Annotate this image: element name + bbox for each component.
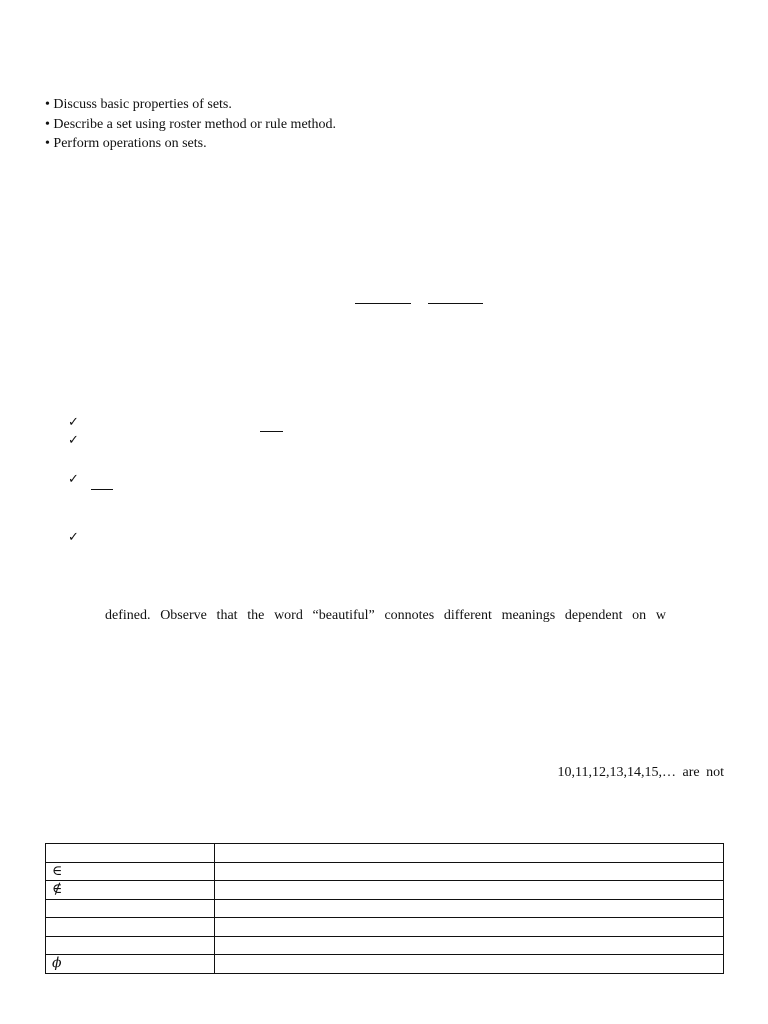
table-row xyxy=(46,918,724,937)
objective-item: • Discuss basic properties of sets. xyxy=(45,97,232,112)
symbol-cell xyxy=(46,918,215,937)
table-row xyxy=(46,899,724,918)
empty-set-symbol: ϕ xyxy=(52,955,62,972)
checkmark-icon: ✓ xyxy=(68,433,79,448)
fill-in-blank xyxy=(428,303,483,304)
fill-in-blank xyxy=(355,303,411,304)
table-row xyxy=(46,881,724,900)
symbol-cell xyxy=(46,899,215,918)
symbol-cell xyxy=(46,862,215,881)
table-row xyxy=(46,844,724,863)
meaning-cell xyxy=(215,936,724,955)
fill-in-blank xyxy=(91,489,113,490)
table-row xyxy=(46,936,724,955)
paragraph-line: 10,11,12,13,14,15,… are not xyxy=(557,765,724,780)
meaning-cell xyxy=(215,881,724,900)
not-element-of-symbol: ∉ xyxy=(52,881,63,898)
meaning-cell xyxy=(215,918,724,937)
set-symbols-table xyxy=(45,843,724,974)
fill-in-blank xyxy=(260,431,283,432)
element-of-symbol: ∈ xyxy=(52,862,63,879)
objective-item: • Describe a set using roster method or rule method. xyxy=(45,116,337,132)
checkmark-icon: ✓ xyxy=(68,530,79,545)
checkmark-icon: ✓ xyxy=(68,472,79,487)
learning-objectives-list xyxy=(45,95,336,154)
symbol-cell xyxy=(46,881,215,900)
symbol-cell xyxy=(46,955,215,974)
table-row xyxy=(46,955,724,974)
table-row xyxy=(46,862,724,881)
objective-item: • Perform operations on sets. xyxy=(45,136,207,151)
meaning-cell xyxy=(215,955,724,974)
checkmark-icon: ✓ xyxy=(68,415,79,430)
symbol-cell xyxy=(46,844,215,863)
meaning-cell xyxy=(215,844,724,863)
symbol-cell xyxy=(46,936,215,955)
paragraph-line: defined. Observe that the word “beautiful” connotes different meanings dependent on w xyxy=(105,608,666,623)
meaning-cell xyxy=(215,862,724,881)
meaning-cell xyxy=(215,899,724,918)
